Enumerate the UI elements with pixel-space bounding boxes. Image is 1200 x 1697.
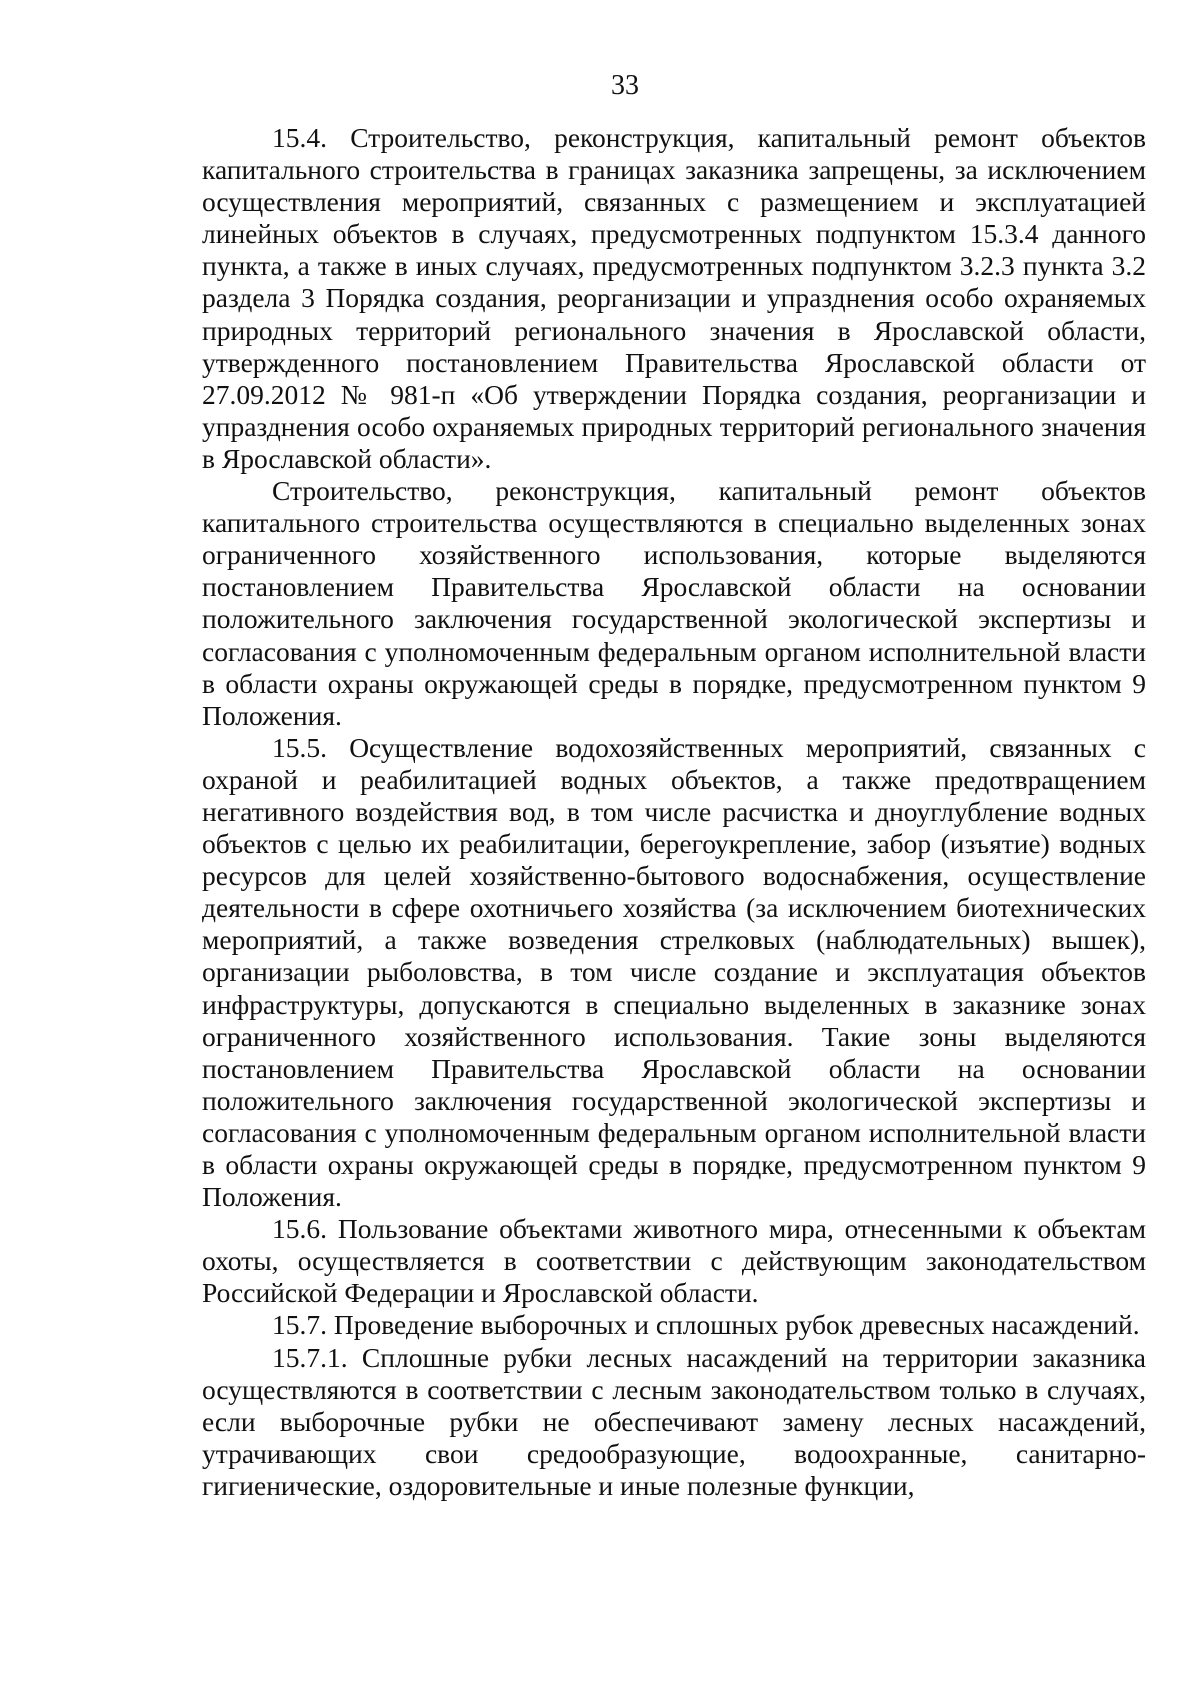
page-number: 33 [611,70,639,101]
paragraph-15-6: 15.6. Пользование объектами животного мира, отнесенными к объектам охоты, осуществляется в соответствии с действующим законодательством Российской Федерации и Ярославской области. [202,1213,1146,1309]
paragraph-15-7-1: 15.7.1. Сплошные рубки лесных насаждений на территории заказника осуществляются в соответствии с лесным законодательством только в случаях, если выборочные рубки не обеспечивают замену лесных насаждений, утрачивающих свои средообразующие, водоохранные, санитарно-гигиенические, оздоровительные и иные полезные функции, [202,1341,1146,1501]
paragraph-15-4: 15.4. Строительство, реконструкция, капитальный ремонт объектов капитального строительства в границах заказника запрещены, за исключением осуществления мероприятий, связанных с размещением и эксплуатацией линейных объектов в случаях, предусмотренных подпунктом 15.3.4 данного пункта, а также в иных случаях, предусмотренных подпунктом 3.2.3 пункта 3.2 раздела 3 Порядка создания, реорганизации и упразднения особо охраняемых природных территорий регионального значения в Ярославской области, утвержденного постановлением Правительства Ярославской области от 27.09.2012 № 981-п «Об утверждении Порядка создания, реорганизации и упразднения особо охраняемых природных территорий регионального значения в Ярославской области». [202,122,1146,474]
paragraph-construction-zones: Строительство, реконструкция, капитальный ремонт объектов капитального строительства осуществляются в специально выделенных зонах ограниченного хозяйственного использования, которые выделяются постановлением Правительства Ярославской области на основании положительного заключения государственной экологической экспертизы и согласования с уполномоченным федеральным органом исполнительной власти в области охраны окружающей среды в порядке, предусмотренном пунктом 9 Положения. [202,475,1146,731]
paragraph-15-5: 15.5. Осуществление водохозяйственных мероприятий, связанных с охраной и реабилитацией водных объектов, а также предотвращением негативного воздействия вод, в том числе расчистка и дноуглубление водных объектов с целью их реабилитации, берегоукрепление, забор (изъятие) водных ресурсов для целей хозяйственно-бытового водоснабжения, осуществление деятельности в сфере охотничьего хозяйства (за исключением биотехнических мероприятий, а также возведения стрелковых (наблюдательных) вышек), организации рыболовства, в том числе создание и эксплуатация объектов инфраструктуры, допускаются в специально выделенных в заказнике зонах ограниченного хозяйственного использования. Такие зоны выделяются постановлением Правительства Ярославской области на основании положительного заключения государственной экологической экспертизы и согласования с уполномоченным федеральным органом исполнительной власти в области охраны окружающей среды в порядке, предусмотренном пунктом 9 Положения. [202,731,1146,1213]
paragraph-15-7: 15.7. Проведение выборочных и сплошных рубок древесных насаждений. [272,1309,1140,1341]
document-body [202,122,1146,1502]
